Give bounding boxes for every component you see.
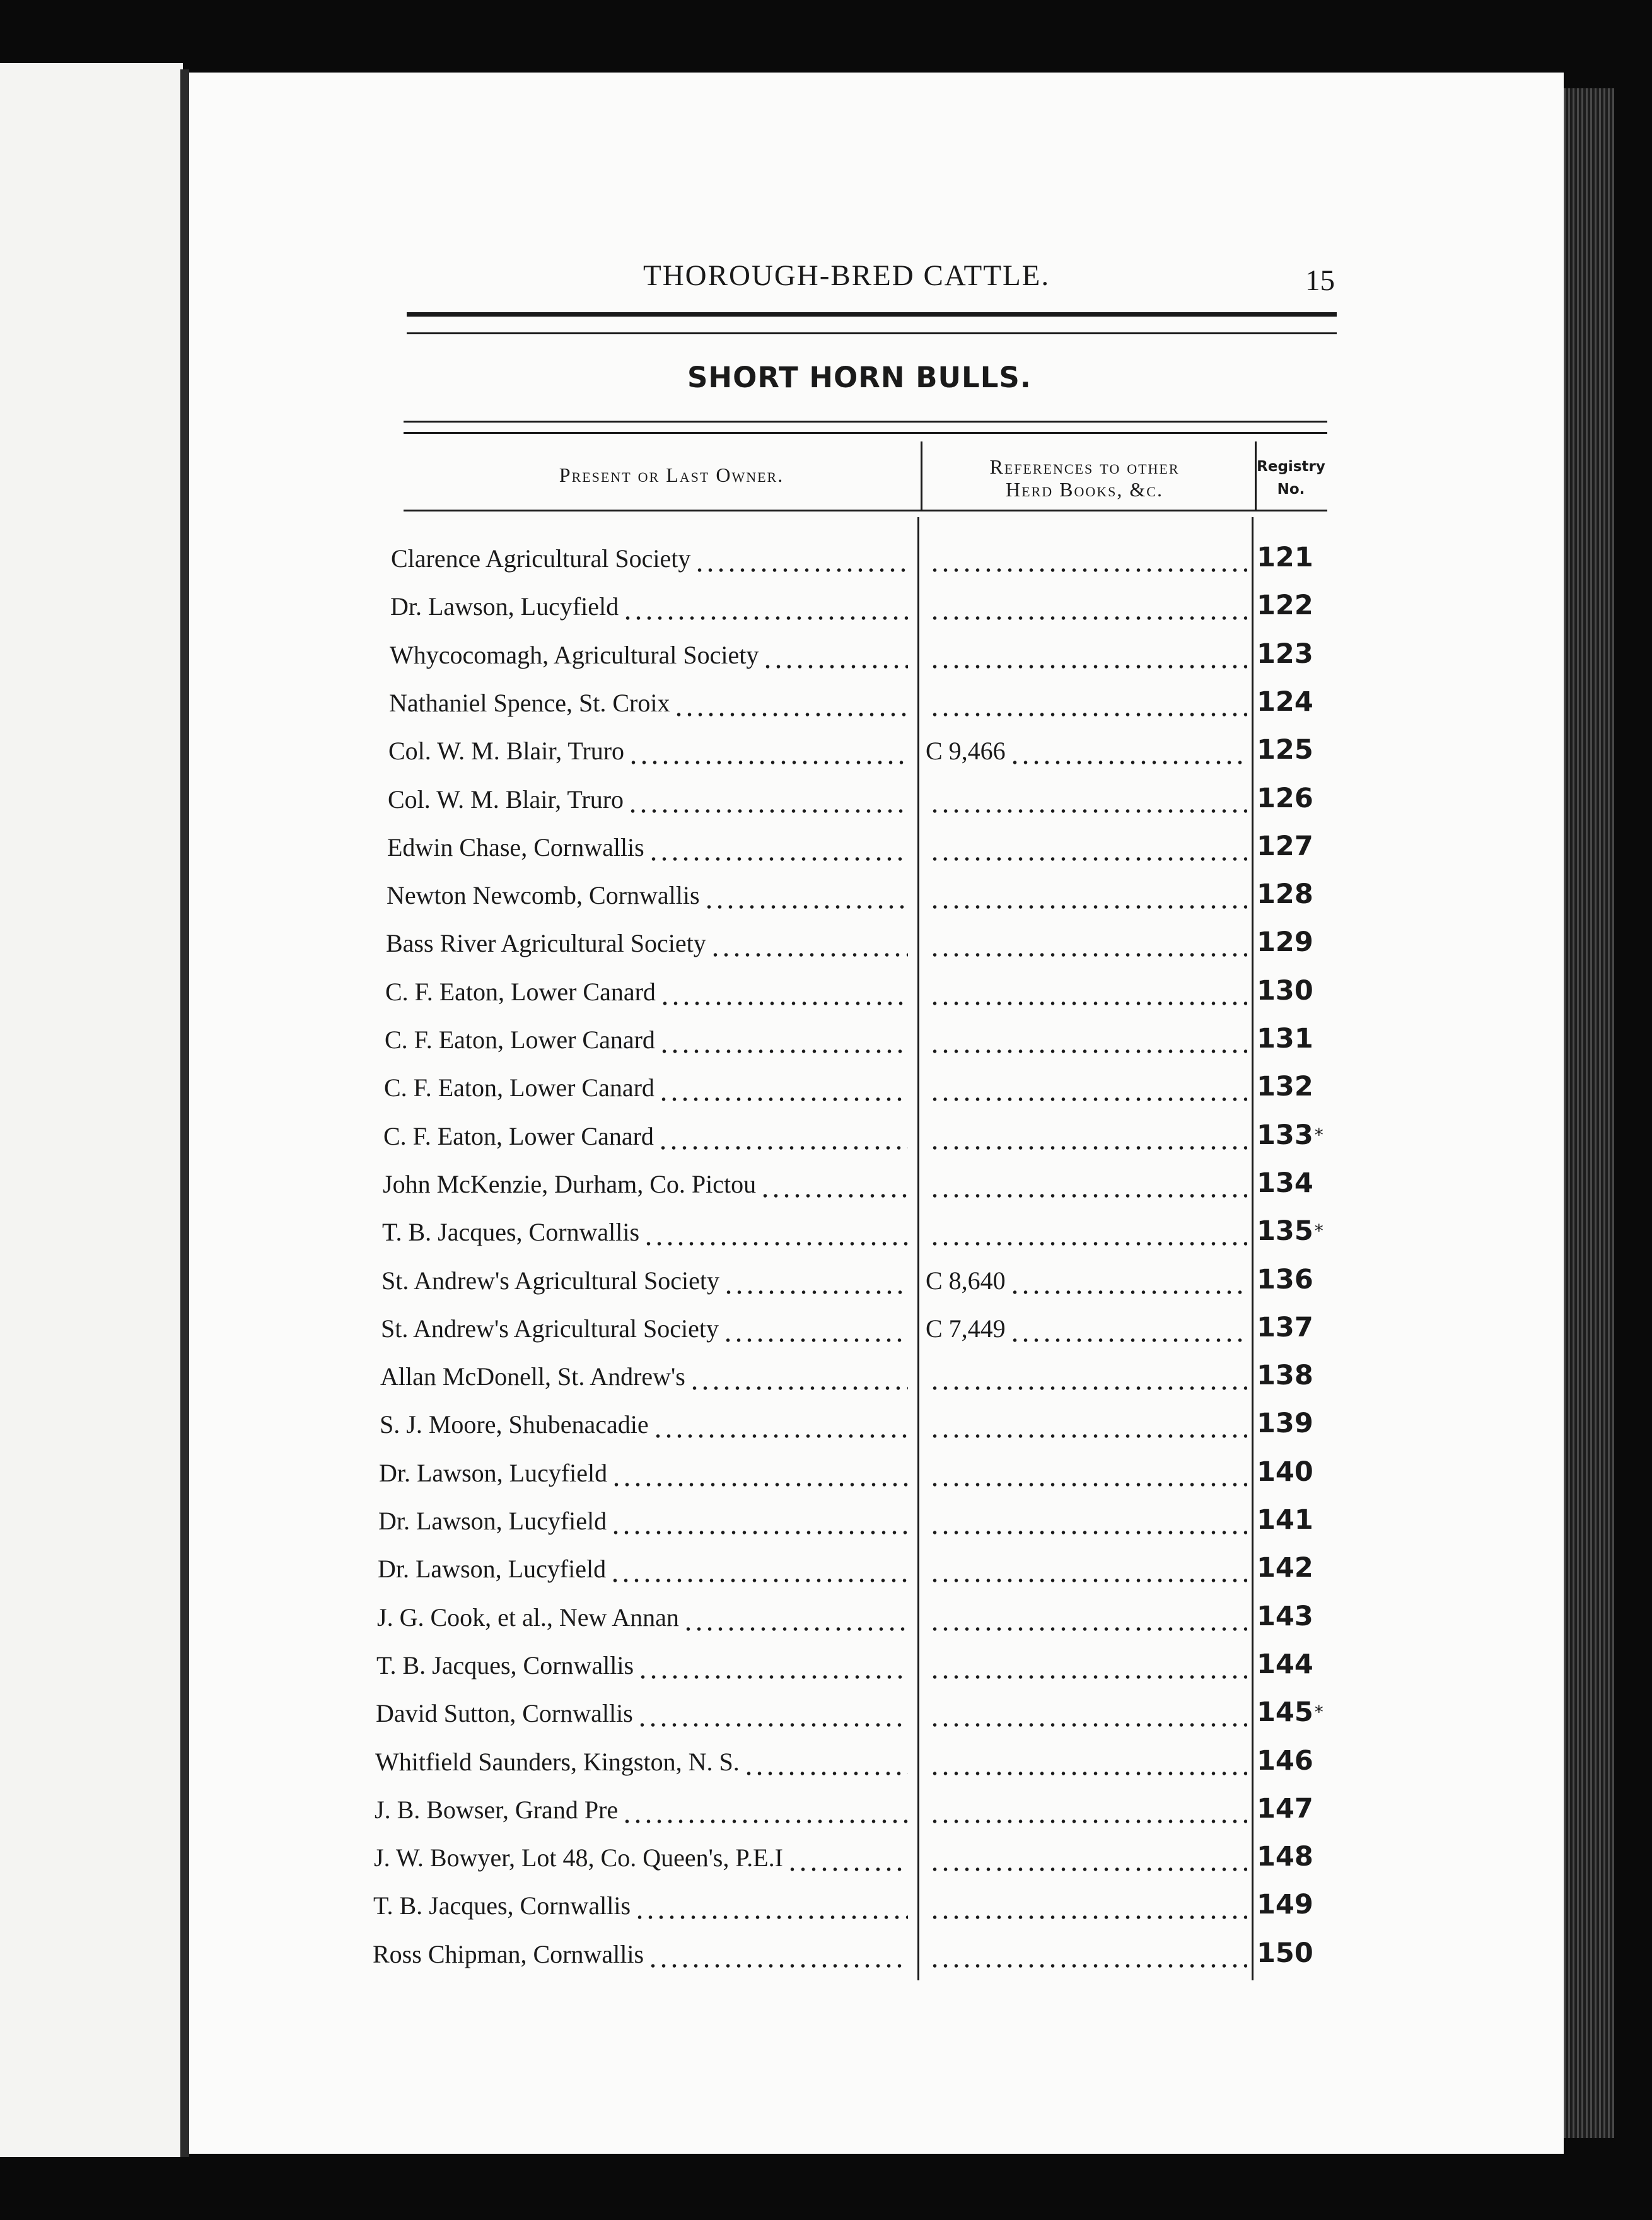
herd-book-reference: C 8,640: [926, 1266, 1006, 1295]
table-row: [381, 1300, 1364, 1345]
leader-dots: [611, 1457, 908, 1490]
leader-dots: [929, 783, 1247, 816]
references-cell: [926, 1300, 1247, 1345]
registry-number: 125: [1257, 734, 1313, 766]
registry-number: 149: [1257, 1889, 1313, 1921]
leader-dots: [622, 590, 908, 623]
leader-dots: [762, 639, 908, 672]
leader-dots: [929, 879, 1247, 912]
references-cell: [926, 1348, 1247, 1393]
owner-name: Dr. Lawson, Lucyfield: [378, 1507, 607, 1535]
book-gutter: [180, 69, 189, 2157]
owner-name: T. B. Jacques, Cornwallis: [373, 1891, 631, 1920]
registry-number: 131: [1257, 1023, 1313, 1054]
column-header-registry-line2: No.: [1277, 481, 1305, 498]
leader-dots: [929, 1024, 1247, 1056]
registry-number: 127: [1257, 830, 1313, 862]
table-row: [389, 674, 1373, 720]
owner-cell: [388, 722, 908, 768]
registry-cell: [1257, 1925, 1383, 1971]
owner-cell: [380, 1396, 908, 1441]
leader-dots: [787, 1842, 908, 1874]
leader-dots: [929, 831, 1247, 864]
owner-name: Dr. Lawson, Lucyfield: [379, 1458, 608, 1487]
table-row: [380, 1396, 1363, 1441]
registry-cell: [1257, 530, 1383, 575]
leader-dots: [648, 831, 908, 864]
registry-number: 123: [1257, 638, 1313, 670]
owner-cell: [382, 1203, 908, 1249]
leader-dots: [929, 1216, 1247, 1249]
registry-number: 145: [1257, 1697, 1313, 1729]
leader-dots: [659, 1024, 908, 1056]
owner-cell: [379, 1444, 908, 1490]
column-header-references: [933, 455, 1236, 501]
references-cell: [926, 1540, 1247, 1586]
owner-cell: [385, 963, 908, 1008]
registry-cell: [1257, 1637, 1383, 1682]
owner-name: C. F. Eaton, Lower Canard: [383, 1121, 654, 1150]
column-header-registry-line1: Registry: [1257, 459, 1325, 475]
owner-name: Col. W. M. Blair, Truro: [388, 737, 625, 766]
references-cell: [926, 1155, 1247, 1201]
references-cell: [926, 626, 1247, 672]
leader-dots: [637, 1697, 908, 1730]
table-row: [384, 1059, 1368, 1104]
owner-name: Dr. Lawson, Lucyfield: [390, 592, 619, 621]
owner-cell: [387, 867, 908, 912]
owner-cell: [373, 1925, 908, 1971]
registry-cell: [1257, 1203, 1383, 1249]
leader-dots: [929, 1168, 1247, 1201]
table-row: [388, 722, 1372, 768]
owner-cell: [387, 819, 908, 864]
owner-name: Allan McDonell, St. Andrew's: [380, 1362, 685, 1391]
owner-name: St. Andrew's Agricultural Society: [381, 1314, 719, 1343]
references-cell: [926, 1589, 1247, 1634]
registry-cell: [1257, 1877, 1383, 1922]
registry-number: 124: [1257, 686, 1313, 718]
header-rule-thin: [407, 332, 1337, 334]
owner-cell: [376, 1637, 908, 1682]
registry-number: 137: [1257, 1311, 1313, 1343]
leader-dots: [694, 542, 908, 575]
leader-dots: [929, 542, 1247, 575]
owner-name: T. B. Jacques, Cornwallis: [376, 1650, 634, 1680]
registry-number: 122: [1257, 590, 1313, 622]
references-cell: [926, 1685, 1247, 1730]
references-cell: [926, 674, 1247, 720]
leader-dots: [1009, 735, 1247, 768]
table-row: [374, 1829, 1358, 1874]
registry-number: 141: [1257, 1504, 1313, 1536]
header-divider-refs: [921, 441, 922, 511]
table-row: [382, 1203, 1366, 1249]
references-cell: [926, 963, 1247, 1008]
owner-name: Dr. Lawson, Lucyfield: [378, 1555, 607, 1584]
references-cell: [926, 867, 1247, 912]
owner-cell: [391, 530, 908, 575]
registry-number: 132: [1257, 1071, 1313, 1103]
owner-cell: [377, 1589, 908, 1634]
header-divider-registry: [1255, 441, 1257, 511]
owner-name: T. B. Jacques, Cornwallis: [382, 1218, 640, 1247]
leader-dots: [723, 1312, 908, 1345]
leader-dots: [1009, 1265, 1247, 1297]
registry-cell: [1257, 578, 1383, 623]
leader-dots: [929, 1890, 1247, 1922]
references-cell: [926, 1637, 1247, 1682]
owner-name: Edwin Chase, Cornwallis: [387, 833, 644, 862]
references-cell: [926, 819, 1247, 864]
table-row: [379, 1444, 1363, 1490]
references-cell: [926, 1059, 1247, 1104]
left-page: [0, 63, 183, 2157]
table-row: [386, 914, 1370, 960]
leader-dots: [704, 879, 908, 912]
registry-mark: *: [1314, 1702, 1323, 1723]
references-cell: [926, 1252, 1247, 1297]
table-row: [390, 626, 1373, 672]
registry-cell: [1257, 963, 1383, 1008]
leader-dots: [710, 927, 908, 960]
references-cell: [926, 722, 1247, 768]
table-row: [373, 1925, 1356, 1971]
owner-name: Whitfield Saunders, Kingston, N. S.: [375, 1747, 740, 1776]
leader-dots: [929, 687, 1247, 720]
leader-dots: [929, 1697, 1247, 1730]
registry-cell: [1257, 1829, 1383, 1874]
leader-dots: [929, 1072, 1247, 1104]
registry-number: 138: [1257, 1360, 1313, 1392]
leader-dots: [929, 1505, 1247, 1538]
references-cell: [926, 1781, 1247, 1826]
leader-dots: [929, 590, 1247, 623]
owner-name: Newton Newcomb, Cornwallis: [387, 881, 700, 910]
registry-cell: [1257, 1492, 1383, 1538]
owner-cell: [374, 1829, 908, 1874]
leader-dots: [929, 1120, 1247, 1153]
page-edges: [1564, 88, 1614, 2138]
table-row: [387, 819, 1371, 864]
owner-name: C. F. Eaton, Lower Canard: [384, 1073, 654, 1102]
table-row: [375, 1733, 1359, 1779]
leader-dots: [637, 1649, 908, 1682]
registry-cell: [1257, 1348, 1383, 1393]
table-row: [385, 963, 1369, 1008]
registry-cell: [1257, 674, 1383, 720]
leader-dots: [929, 1746, 1247, 1779]
registry-number: 121: [1257, 542, 1313, 573]
owner-name: David Sutton, Cornwallis: [376, 1699, 633, 1728]
owner-cell: [373, 1877, 908, 1922]
registry-cell: [1257, 1059, 1383, 1104]
registry-number: 130: [1257, 974, 1313, 1007]
registry-number: 134: [1257, 1167, 1313, 1199]
table-row: [385, 1011, 1368, 1056]
owner-name: C. F. Eaton, Lower Canard: [385, 1025, 655, 1054]
table-top-rule: [404, 421, 1327, 423]
table-row: [375, 1781, 1358, 1826]
registry-number: 136: [1257, 1263, 1313, 1295]
owner-name: Col. W. M. Blair, Truro: [388, 785, 624, 814]
owner-name: Clarence Agricultural Society: [391, 544, 691, 573]
table-row: [377, 1589, 1361, 1634]
leader-dots: [628, 735, 908, 768]
registry-cell: [1257, 1589, 1383, 1634]
leader-dots: [643, 1216, 908, 1249]
registry-cell: [1257, 1252, 1383, 1297]
table-row: [378, 1540, 1361, 1586]
owner-name: J. B. Bowser, Grand Pre: [375, 1795, 619, 1824]
leader-dots: [929, 639, 1247, 672]
owner-name: St. Andrew's Agricultural Society: [381, 1266, 720, 1295]
table-row: [383, 1107, 1367, 1153]
owner-name: J. W. Bowyer, Lot 48, Co. Queen's, P.E.I: [374, 1843, 783, 1872]
registry-cell: [1257, 1107, 1383, 1153]
table-top-rule-inner: [404, 432, 1327, 434]
table-row: [391, 530, 1375, 575]
owner-cell: [375, 1781, 908, 1826]
registry-cell: [1257, 626, 1383, 672]
table-row: [376, 1685, 1359, 1730]
leader-dots: [929, 1360, 1247, 1393]
registry-number: 146: [1257, 1744, 1313, 1777]
references-cell: [926, 1925, 1247, 1971]
leader-dots: [673, 687, 908, 720]
owner-name: Whycocomagh, Agricultural Society: [390, 640, 759, 669]
registry-cell: [1257, 914, 1383, 960]
registry-cell: [1257, 1396, 1383, 1441]
references-cell: [926, 578, 1247, 623]
leader-dots: [929, 1794, 1247, 1826]
references-cell: [926, 1829, 1247, 1874]
leader-dots: [622, 1794, 908, 1826]
leader-dots: [929, 1842, 1247, 1874]
leader-dots: [760, 1168, 908, 1201]
registry-cell: [1257, 1733, 1383, 1779]
header-bottom-rule: [404, 510, 1327, 511]
table-row: [376, 1637, 1360, 1682]
registry-cell: [1257, 1444, 1383, 1490]
registry-number: 143: [1257, 1600, 1313, 1632]
owner-name: J. G. Cook, et al., New Annan: [377, 1603, 679, 1632]
column-header-registry: [1252, 455, 1330, 501]
owner-cell: [376, 1685, 908, 1730]
registry-number: 147: [1257, 1792, 1313, 1825]
table-row: [383, 1155, 1366, 1201]
leader-dots: [653, 1408, 908, 1441]
registry-cell: [1257, 722, 1383, 768]
registry-cell: [1257, 1685, 1383, 1730]
references-cell: [926, 1733, 1247, 1779]
running-title: THOROUGH-BRED CATTLE.: [643, 259, 1050, 292]
owner-cell: [378, 1492, 908, 1538]
column-header-owner-label: Present or Last Owner.: [559, 464, 784, 486]
registry-cell: [1257, 1155, 1383, 1201]
leader-dots: [929, 1649, 1247, 1682]
registry-mark: *: [1314, 1220, 1323, 1242]
leader-dots: [689, 1360, 908, 1393]
registry-number: 140: [1257, 1456, 1313, 1488]
owner-cell: [383, 1107, 908, 1153]
registry-cell: [1257, 771, 1383, 816]
registry-number: 126: [1257, 782, 1313, 814]
table-row: [381, 1252, 1365, 1297]
leader-dots: [627, 783, 908, 816]
registry-mark: *: [1314, 1124, 1323, 1145]
references-cell: [926, 771, 1247, 816]
owner-cell: [383, 1155, 908, 1201]
herd-book-reference: C 7,449: [926, 1314, 1006, 1343]
leader-dots: [660, 976, 908, 1008]
registry-number: 128: [1257, 879, 1313, 911]
column-header-references-line2: Herd Books, &c.: [1006, 478, 1163, 501]
owner-name: Nathaniel Spence, St. Croix: [389, 688, 670, 717]
references-cell: [926, 914, 1247, 960]
page-number: 15: [1305, 264, 1335, 297]
registry-number: 129: [1257, 926, 1313, 959]
registry-number: 139: [1257, 1408, 1313, 1440]
table-row: [390, 578, 1374, 623]
registry-number: 142: [1257, 1552, 1313, 1584]
herd-book-reference: C 9,466: [926, 737, 1006, 766]
leader-dots: [610, 1553, 908, 1586]
leader-dots: [610, 1505, 908, 1538]
leader-dots: [723, 1265, 908, 1297]
registry-number: 135: [1257, 1215, 1313, 1247]
registry-cell: [1257, 1300, 1383, 1345]
references-cell: [926, 1444, 1247, 1490]
leader-dots: [683, 1601, 908, 1634]
owner-cell: [381, 1252, 908, 1297]
leader-dots: [929, 1408, 1247, 1441]
owner-name: C. F. Eaton, Lower Canard: [385, 977, 656, 1006]
table-row: [388, 771, 1371, 816]
leader-dots: [1009, 1312, 1247, 1345]
references-cell: [926, 1011, 1247, 1056]
leader-dots: [658, 1120, 908, 1153]
leader-dots: [648, 1938, 908, 1971]
owner-cell: [388, 771, 908, 816]
registry-number: 148: [1257, 1841, 1313, 1873]
registry-cell: [1257, 1781, 1383, 1826]
owner-cell: [378, 1540, 908, 1586]
registry-number: 150: [1257, 1937, 1313, 1969]
owner-name: Bass River Agricultural Society: [386, 929, 706, 958]
leader-dots: [929, 976, 1247, 1008]
column-header-owner: [504, 464, 839, 488]
table-row: [378, 1492, 1362, 1538]
registry-cell: [1257, 819, 1383, 864]
owner-name: John McKenzie, Durham, Co. Pictou: [383, 1169, 757, 1198]
leader-dots: [743, 1746, 908, 1779]
references-cell: [926, 1492, 1247, 1538]
owner-cell: [375, 1733, 908, 1779]
leader-dots: [929, 1553, 1247, 1586]
owner-cell: [390, 626, 908, 672]
leader-dots: [658, 1072, 908, 1104]
leader-dots: [929, 1938, 1247, 1971]
table-row: [387, 867, 1370, 912]
owner-cell: [390, 578, 908, 623]
references-cell: [926, 1107, 1247, 1153]
table-row: [373, 1877, 1357, 1922]
registry-number: 144: [1257, 1648, 1313, 1680]
leader-dots: [929, 1457, 1247, 1490]
owner-cell: [380, 1348, 908, 1393]
owner-cell: [384, 1059, 908, 1104]
owner-cell: [385, 1011, 908, 1056]
column-header-references-line1: References to other: [989, 455, 1180, 478]
leader-dots: [929, 927, 1247, 960]
leader-dots: [634, 1890, 908, 1922]
section-title: SHORT HORN BULLS.: [687, 361, 1032, 394]
owner-cell: [389, 674, 908, 720]
owner-cell: [386, 914, 908, 960]
table-row: [380, 1348, 1364, 1393]
references-cell: [926, 1877, 1247, 1922]
owner-name: Ross Chipman, Cornwallis: [373, 1939, 644, 1968]
registry-cell: [1257, 867, 1383, 912]
registry-number: 133: [1257, 1119, 1313, 1151]
registry-cell: [1257, 1011, 1383, 1056]
registry-cell: [1257, 1540, 1383, 1586]
references-cell: [926, 1396, 1247, 1441]
leader-dots: [929, 1601, 1247, 1634]
owner-name: S. J. Moore, Shubenacadie: [380, 1410, 649, 1439]
header-rule-thick: [407, 312, 1337, 317]
references-cell: [926, 1203, 1247, 1249]
owner-cell: [381, 1300, 908, 1345]
references-cell: [926, 530, 1247, 575]
